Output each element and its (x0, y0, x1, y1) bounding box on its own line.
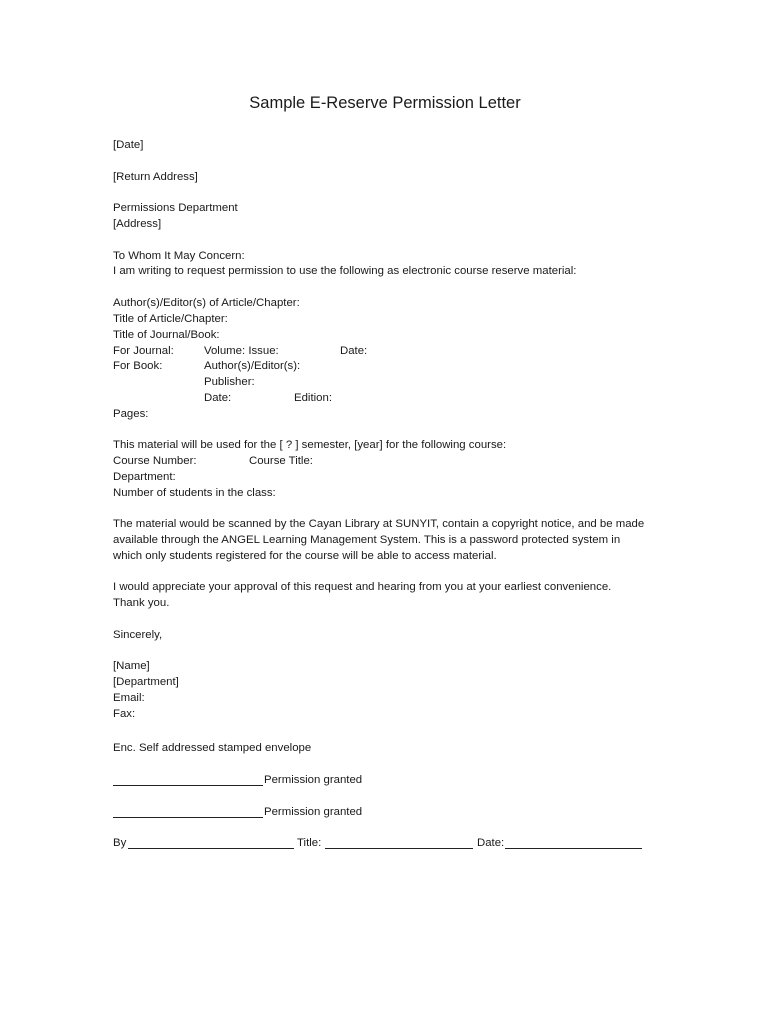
scan-paragraph-line-2: available through the ANGEL Learning Management System. This is a password protected system in (113, 534, 621, 546)
salutation: To Whom It May Concern: (113, 250, 245, 262)
date-signature-label: Date: (477, 837, 505, 849)
department-label: Department: (113, 471, 176, 483)
book-date-label: Date: (204, 392, 232, 404)
by-signature-line (128, 848, 294, 849)
journal-title-field-label: Title of Journal/Book: (113, 329, 220, 341)
scan-paragraph-line-1: The material would be scanned by the Cayan Library at SUNYIT, contain a copyright notice, and be made (113, 518, 645, 530)
author-field-label: Author(s)/Editor(s) of Article/Chapter: (113, 297, 300, 309)
request-sentence: I am writing to request permission to use the following as electronic course reserve material: (113, 265, 577, 277)
permission-granted-label-2: Permission granted (264, 806, 363, 818)
permission-granted-label-1: Permission granted (264, 774, 363, 786)
journal-date-label: Date: (340, 345, 368, 357)
date-signature-line (505, 848, 642, 849)
volume-issue-label: Volume: Issue: (204, 345, 279, 357)
publisher-label: Publisher: (204, 376, 255, 388)
usage-sentence: This material will be used for the [ ? ] semester, [year] for the following course: (113, 439, 507, 451)
by-label: By (113, 837, 127, 849)
department-placeholder: [Department] (113, 676, 179, 688)
scan-paragraph-line-3: which only students registered for the course will be able to access material. (113, 550, 497, 562)
book-authors-label: Author(s)/Editor(s): (204, 360, 301, 372)
name-placeholder: [Name] (113, 660, 150, 672)
pages-label: Pages: (113, 408, 149, 420)
article-title-field-label: Title of Article/Chapter: (113, 313, 228, 325)
title-label: Title: (297, 837, 322, 849)
permission-signature-line-1 (113, 785, 263, 786)
return-address-placeholder: [Return Address] (113, 171, 198, 183)
recipient-department: Permissions Department (113, 202, 238, 214)
for-book-label: For Book: (113, 360, 163, 372)
recipient-address: [Address] (113, 218, 162, 230)
edition-label: Edition: (294, 392, 332, 404)
thank-you: Thank you. (113, 597, 170, 609)
title-signature-line (325, 848, 473, 849)
for-journal-label: For Journal: (113, 345, 174, 357)
course-title-label: Course Title: (249, 455, 313, 467)
fax-label: Fax: (113, 708, 136, 720)
course-number-label: Course Number: (113, 455, 197, 467)
letter-title: Sample E-Reserve Permission Letter (249, 94, 521, 112)
permission-signature-line-2 (113, 817, 263, 818)
email-label: Email: (113, 692, 145, 704)
appreciation-sentence: I would appreciate your approval of this request and hearing from you at your earliest convenience. (113, 581, 612, 593)
students-count-label: Number of students in the class: (113, 487, 276, 499)
enclosure-note: Enc. Self addressed stamped envelope (113, 742, 312, 754)
sign-off: Sincerely, (113, 629, 163, 641)
date-placeholder: [Date] (113, 139, 144, 151)
